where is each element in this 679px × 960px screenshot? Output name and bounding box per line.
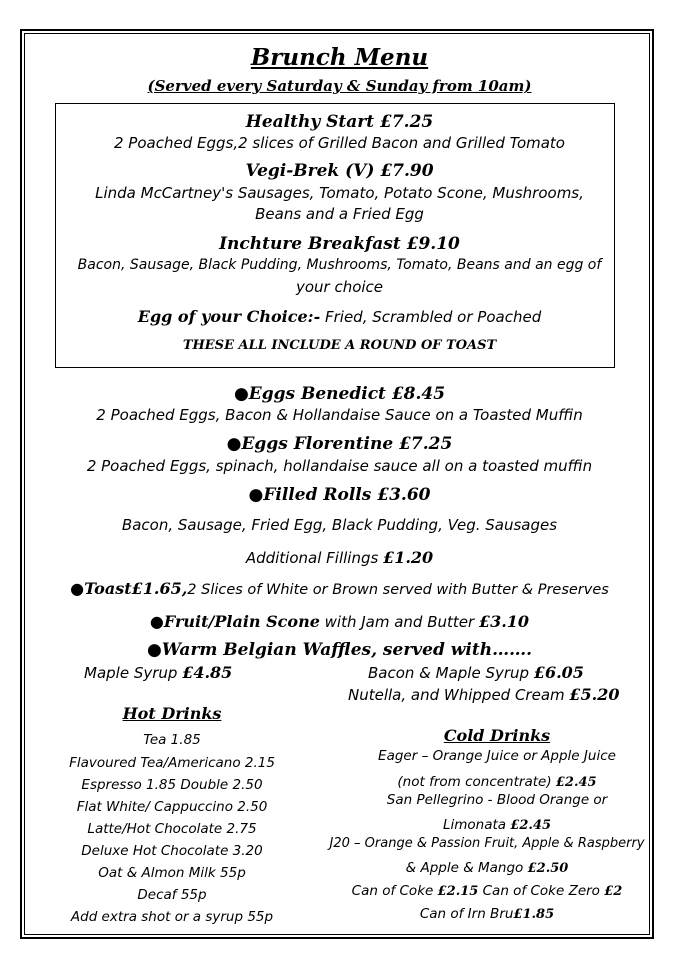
toast-note: THESE ALL INCLUDE A ROUND OF TOAST [182, 338, 497, 353]
hot-drink-line: Latte/Hot Chocolate 2.75 [87, 821, 257, 837]
cold-drink-j20-2-label: & Apple & Mango [405, 860, 528, 876]
cold-drink-pellegrino-2 [330, 814, 664, 833]
coke-label: Can of Coke [351, 883, 438, 899]
cold-drinks-heading: Cold Drinks [443, 726, 551, 745]
hot-drinks-heading: Hot Drinks [122, 704, 222, 723]
waffles-bacon-label: Bacon & Maple Syrup [368, 664, 534, 682]
healthy-start-desc: 2 Poached Eggs,2 slices of Grilled Bacon and Grilled Tomato [114, 134, 565, 152]
coke-zero-price: £2 [604, 884, 623, 899]
cold-drink-pellegrino-2-label: Limonata [442, 817, 511, 833]
hot-drink-line: Flat White/ Cappuccino 2.50 [76, 799, 268, 815]
waffles-nutella-label: Nutella, and Whipped Cream [348, 686, 570, 704]
cold-drink-coke-line [320, 880, 654, 899]
inchture-desc-1: Bacon, Sausage, Black Pudding, Mushrooms, Tomato, Beans and an egg of [77, 257, 602, 273]
irn-bru-price: £1.85 [513, 907, 555, 922]
coke-zero-label: Can of Coke Zero [478, 883, 605, 899]
eggs-florentine-title: ●Eggs Florentine £7.25 [226, 434, 453, 454]
filled-rolls-desc: Bacon, Sausage, Fried Egg, Black Pudding, Veg. Sausages [121, 516, 558, 534]
inchture-title: Inchture Breakfast £9.10 [219, 234, 460, 254]
filled-rolls-title: ●Filled Rolls £3.60 [248, 485, 431, 505]
hot-drink-line: Decaf 55p [137, 887, 207, 903]
waffles-maple-label: Maple Syrup [84, 664, 183, 682]
vegi-brek-title: Vegi-Brek (V) £7.90 [245, 161, 434, 181]
menu-subtitle: (Served every Saturday & Sunday from 10am) [147, 77, 532, 95]
cold-drink-eager: Eager – Orange Juice or Apple Juice [378, 748, 616, 764]
cold-drink-eager-2 [330, 771, 664, 790]
toast-line [0, 579, 679, 598]
eggs-benedict-title: ●Eggs Benedict £8.45 [233, 384, 446, 404]
cold-drink-j20: J20 – Orange & Passion Fruit, Apple & Raspberry [329, 836, 645, 851]
scone-price: £3.10 [478, 612, 530, 631]
egg-choice-line [0, 307, 679, 326]
egg-choice-options: Fried, Scrambled or Poached [320, 308, 542, 326]
vegi-brek-desc-2: Beans and a Fried Egg [255, 205, 424, 223]
cold-drink-j20-2-price: £2.50 [527, 861, 569, 876]
toast-desc: 2 Slices of White or Brown served with Butter & Preserves [187, 582, 609, 598]
cold-drink-pellegrino-2-price: £2.45 [510, 818, 552, 833]
cold-drink-irn-bru-line [320, 903, 654, 922]
waffles-title: ●Warm Belgian Waffles, served with……. [146, 640, 532, 660]
waffles-bacon-line [368, 663, 584, 682]
hot-drink-line: Add extra shot or a syrup 55p [70, 909, 274, 925]
cold-drink-eager-2-label: (not from concentrate) [397, 774, 556, 790]
inchture-desc-2: your choice [295, 278, 384, 296]
egg-choice-label: Egg of your Choice:- [137, 307, 321, 326]
hot-drink-line: Flavoured Tea/Americano 2.15 [69, 755, 275, 771]
cold-drink-eager-2-price: £2.45 [555, 775, 597, 790]
scone-desc: with Jam and Butter [319, 613, 479, 631]
additional-fillings-price: £1.20 [383, 548, 434, 567]
scone-title: ●Fruit/Plain Scone [149, 612, 320, 631]
hot-drink-line: Tea 1.85 [143, 732, 201, 748]
eggs-benedict-desc: 2 Poached Eggs, Bacon & Hollandaise Sauce on a Toasted Muffin [96, 406, 583, 424]
scone-line [0, 612, 679, 631]
coke-price: £2.15 [437, 884, 479, 899]
waffles-nutella-line [348, 685, 620, 704]
cold-drink-pellegrino: San Pellegrino - Blood Orange or [386, 792, 608, 808]
vegi-brek-desc-1: Linda McCartney's Sausages, Tomato, Potato Scone, Mushrooms, [95, 184, 584, 202]
irn-bru-label: Can of Irn Bru [419, 906, 514, 922]
hot-drink-line: Espresso 1.85 Double 2.50 [81, 777, 263, 793]
additional-fillings-line [0, 548, 679, 567]
healthy-start-title: Healthy Start £7.25 [245, 112, 434, 132]
waffles-bacon-price: £6.05 [533, 663, 584, 682]
waffles-maple-price: £4.85 [182, 663, 233, 682]
hot-drink-line: Oat & Almon Milk 55p [98, 865, 246, 881]
waffles-nutella-price: £5.20 [569, 685, 620, 704]
cold-drink-j20-2 [320, 857, 654, 876]
eggs-florentine-desc: 2 Poached Eggs, spinach, hollandaise sauce all on a toasted muffin [86, 457, 593, 475]
additional-fillings-label: Additional Fillings [245, 549, 384, 567]
hot-drink-line: Deluxe Hot Chocolate 3.20 [81, 843, 263, 859]
menu-title: Brunch Menu [250, 44, 429, 71]
waffles-maple-line [84, 663, 232, 682]
toast-title: ●Toast£1.65, [70, 579, 188, 598]
